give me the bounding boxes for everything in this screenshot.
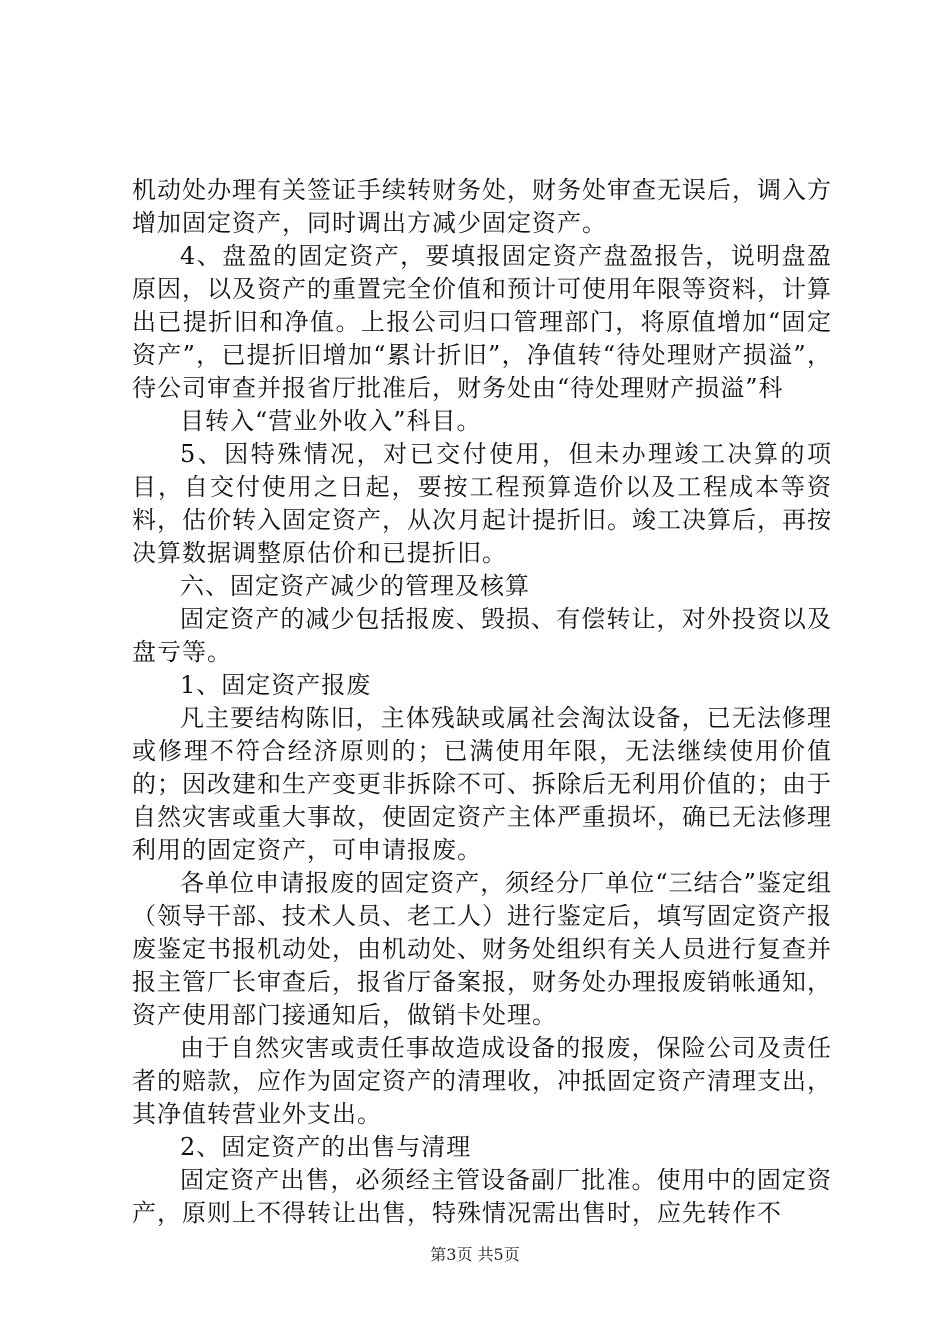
subheading-1: 1、固定资产报废 [180,671,372,699]
paragraph-6: 凡主要结构陈旧，主体残缺或属社会淘汰设备，已无法修理或修理不符合经济原则的；已满使用年限，无法继续使用价值的；因改建和生产变更非拆除不可、拆除后无利用价值的；由于自然灾害或重大事故，使固定资产主体严重损坏，确已无法修理利用的固定资产，可申请报废。 [132,704,832,864]
page-number-footer: 第3页 共5页 [430,1245,520,1264]
paragraph-9: 固定资产出售，必须经主管设备副厂批准。使用中的固定资产，原则上不得转让出售，特殊情况需出售时，应先转作不 [132,1166,832,1227]
paragraph-4: 5、因特殊情况，对已交付使用，但未办理竣工决算的项目，自交付使用之日起，要按工程预算造价以及工程成本等资料，估价转入固定资产，从次月起计提折旧。竣工决算后，再按决算数据调整原估价和已提折旧。 [132,440,832,567]
paragraph-2: 4、盘盈的固定资产，要填报固定资产盘盈报告，说明盘盈原因，以及资产的重置完全价值和预计可使用年限等资料，计算出已提折旧和净值。上报公司归口管理部门，将原值增加“固定资产”，已提折旧增加“累计折旧”，净值转“待处理财产损溢”，待公司审查并报省厅批准后，财务处由“待处理财产损溢”科 [132,242,832,402]
subheading-2: 2、固定资产的出售与清理 [180,1133,472,1161]
document-body [132,174,832,1230]
paragraph-1: 机动处办理有关签证手续转财务处，财务处审查无误后，调入方增加固定资产，同时调出方减少固定资产。 [132,176,832,237]
paragraph-8: 由于自然灾害或责任事故造成设备的报废，保险公司及责任者的赔款，应作为固定资产的清理收，冲抵固定资产清理支出，其净值转营业外支出。 [132,1034,832,1128]
paragraph-5: 固定资产的减少包括报废、毁损、有偿转让，对外投资以及盘亏等。 [132,605,832,666]
paragraph-7: 各单位申请报废的固定资产，须经分厂单位“三结合”鉴定组（领导干部、技术人员、老工人）进行鉴定后，填写固定资产报废鉴定书报机动处，由机动处、财务处组织有关人员进行复查并报主管厂长审查后，报省厅备案报，财务处办理报废销帐通知，资产使用部门接通知后，做销卡处理。 [132,869,832,1029]
section-heading-6: 六、固定资产减少的管理及核算 [180,572,530,600]
paragraph-3: 目转入“营业外收入”科目。 [180,407,482,435]
